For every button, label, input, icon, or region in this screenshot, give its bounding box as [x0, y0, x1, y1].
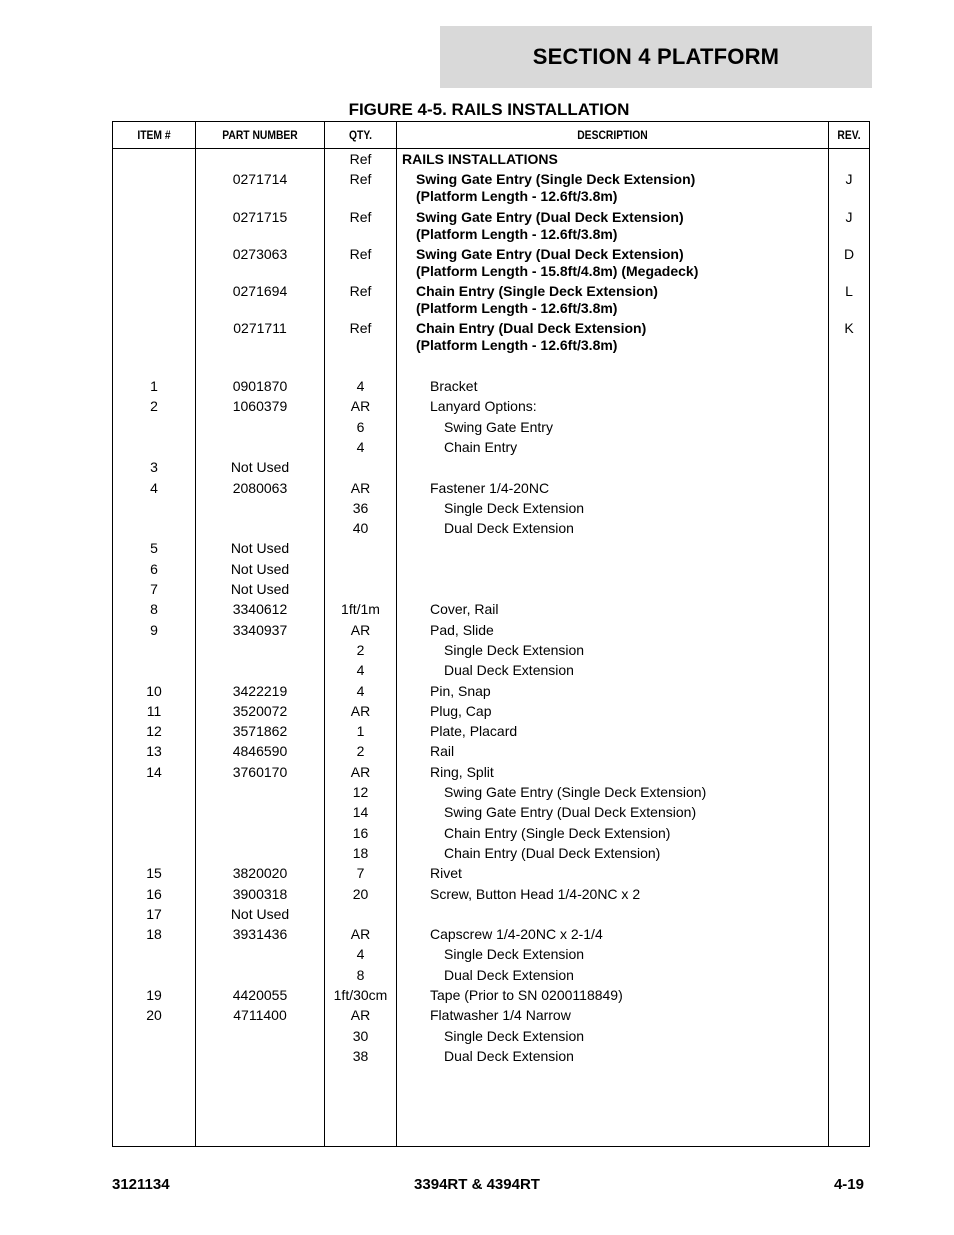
description: [402, 520, 869, 537]
description-line: Tape (Prior to SN 0200118849): [430, 986, 623, 1003]
description: [402, 865, 855, 882]
description-line: (Platform Length - 12.6ft/3.8m): [416, 188, 618, 205]
description: [402, 1007, 855, 1024]
quantity: 1: [356, 723, 365, 740]
footer-doc-number: 3121134: [112, 1176, 170, 1193]
item-number: 14: [146, 763, 162, 780]
item-number: 18: [146, 926, 162, 943]
table-row: [113, 581, 871, 601]
table-row: [113, 520, 871, 540]
description-line: Chain Entry (Dual Deck Extension): [416, 320, 647, 337]
table-row: [113, 662, 871, 682]
table-row: [113, 743, 871, 763]
description: [402, 378, 855, 395]
description: [402, 926, 855, 943]
description: [402, 601, 855, 618]
header-part-number: PART NUMBER: [222, 128, 298, 142]
quantity: 4: [356, 946, 365, 963]
figure-title: FIGURE 4-5. RAILS INSTALLATION: [348, 100, 630, 119]
quantity: 7: [356, 865, 365, 882]
quantity: 36: [352, 499, 369, 516]
description-line: Ring, Split: [430, 763, 494, 780]
part-number: 0271715: [232, 208, 288, 225]
description: [402, 320, 841, 354]
description-line: Plate, Placard: [430, 723, 518, 740]
table-row: [113, 320, 871, 357]
table-row: [113, 825, 871, 845]
table-row: [113, 1048, 871, 1068]
description-line: Swing Gate Entry (Dual Deck Extension): [416, 245, 684, 262]
table-row: [113, 500, 871, 520]
description: [402, 784, 869, 801]
table-row: [113, 246, 871, 283]
quantity: AR: [350, 621, 371, 638]
quantity: 16: [352, 824, 369, 841]
quantity: 4: [356, 378, 365, 395]
description: [402, 723, 855, 740]
quantity: 1ft/1m: [341, 601, 380, 618]
description-line: Chain Entry (Single Deck Extension): [416, 283, 658, 300]
table-row: [113, 439, 871, 459]
table-row: [113, 622, 871, 642]
description: [402, 1028, 869, 1045]
quantity: 6: [356, 418, 365, 435]
description: [402, 886, 855, 903]
table-row: [113, 419, 871, 439]
description: [402, 419, 869, 436]
description: [402, 642, 869, 659]
description-line: Swing Gate Entry (Dual Deck Extension): [416, 208, 684, 225]
quantity: AR: [350, 479, 371, 496]
description-line: Pad, Slide: [430, 621, 494, 638]
part-number: 2080063: [232, 479, 288, 496]
description-line: Single Deck Extension: [444, 946, 585, 963]
quantity: 20: [352, 885, 369, 902]
part-number: 4420055: [232, 986, 288, 1003]
revision: J: [845, 208, 853, 225]
table-row: [113, 358, 871, 378]
revision: D: [843, 245, 855, 262]
table-row: [113, 480, 871, 500]
description-line: Dual Deck Extension: [444, 520, 574, 537]
part-number: 3340612: [232, 601, 288, 618]
description-line: Swing Gate Entry: [444, 418, 553, 435]
quantity: AR: [350, 1007, 371, 1024]
part-number: 3340937: [232, 621, 288, 638]
description: [402, 764, 855, 781]
table-row: [113, 967, 871, 987]
item-number: 3: [150, 459, 158, 476]
description-line: Swing Gate Entry (Single Deck Extension): [444, 784, 707, 801]
description: [402, 209, 841, 243]
table-row: [113, 601, 871, 621]
table-row: [113, 398, 871, 418]
quantity: 4: [356, 662, 365, 679]
description: [402, 662, 869, 679]
description: [402, 171, 841, 205]
description-line: RAILS INSTALLATIONS: [402, 151, 558, 167]
description-line: Dual Deck Extension: [444, 1047, 574, 1064]
table-row: [113, 865, 871, 885]
description-line: Fastener 1/4-20NC: [430, 479, 550, 496]
item-number: 1: [150, 378, 158, 395]
description: [402, 743, 855, 760]
part-number: 0271711: [233, 320, 287, 337]
part-number: 3422219: [232, 682, 288, 699]
item-number: 12: [146, 723, 162, 740]
item-number: 8: [150, 601, 158, 618]
parts-table: [112, 121, 870, 1147]
part-number: Not Used: [230, 581, 290, 598]
table-row: [113, 1007, 871, 1027]
table-row: [113, 804, 871, 824]
header-divider: [113, 148, 869, 149]
part-number: 1060379: [232, 398, 288, 415]
revision: J: [845, 171, 853, 188]
quantity: 2: [356, 743, 365, 760]
part-number: 3820020: [232, 865, 288, 882]
description: [402, 151, 827, 168]
revision: L: [845, 283, 853, 300]
table-row: [113, 561, 871, 581]
quantity: AR: [350, 702, 371, 719]
part-number: 3900318: [232, 885, 288, 902]
item-number: 16: [146, 885, 162, 902]
table-row: [113, 171, 871, 208]
header-item: ITEM #: [137, 128, 171, 142]
table-row: [113, 378, 871, 398]
quantity: Ref: [349, 208, 372, 225]
description: [402, 987, 855, 1004]
quantity: 2: [356, 641, 365, 658]
quantity: 1ft/30cm: [333, 986, 388, 1003]
item-number: 11: [146, 702, 162, 719]
part-number: 3571862: [232, 723, 288, 740]
table-row: [113, 926, 871, 946]
item-number: 2: [150, 398, 158, 415]
description-line: Bracket: [430, 378, 478, 395]
description-line: Rail: [430, 743, 455, 760]
description-line: Screw, Button Head 1/4-20NC x 2: [430, 885, 641, 902]
section-header: [440, 26, 872, 88]
description: [402, 439, 869, 456]
table-row: [113, 683, 871, 703]
footer-page-number: 4-19: [833, 1176, 864, 1193]
description-line: Swing Gate Entry (Dual Deck Extension): [444, 804, 697, 821]
table-row: [113, 906, 871, 926]
description: [402, 500, 869, 517]
description: [402, 946, 869, 963]
quantity: Ref: [349, 171, 372, 188]
description: [402, 246, 841, 280]
description: [402, 1048, 869, 1065]
table-row: [113, 784, 871, 804]
quantity: 38: [352, 1047, 369, 1064]
table-body: [113, 151, 871, 1068]
part-number: 0271694: [232, 283, 288, 300]
table-row: [113, 946, 871, 966]
quantity: 30: [352, 1027, 369, 1044]
table-row: [113, 987, 871, 1007]
description-line: (Platform Length - 12.6ft/3.8m): [416, 337, 618, 354]
quantity: 4: [356, 438, 365, 455]
item-number: 15: [146, 865, 162, 882]
description: [402, 683, 855, 700]
description-line: Flatwasher 1/4 Narrow: [430, 1007, 571, 1024]
item-number: 20: [146, 1007, 162, 1024]
quantity: 14: [352, 804, 369, 821]
part-number: 0273063: [232, 245, 288, 262]
quantity: 18: [352, 844, 369, 861]
description: [402, 967, 869, 984]
description: [402, 283, 841, 317]
part-number: 4711400: [233, 1007, 287, 1024]
footer-model: 3394RT & 4394RT: [414, 1176, 540, 1193]
item-number: 19: [146, 986, 162, 1003]
description: [402, 622, 855, 639]
revision: K: [844, 320, 854, 337]
item-number: 4: [150, 479, 158, 496]
part-number: 0271714: [232, 171, 288, 188]
part-number: 3520072: [232, 702, 288, 719]
description-line: Pin, Snap: [430, 682, 491, 699]
description-line: (Platform Length - 12.6ft/3.8m): [416, 225, 618, 242]
item-number: 10: [146, 682, 162, 699]
description: [402, 398, 855, 415]
header-qty: QTY.: [349, 128, 372, 142]
description-line: Capscrew 1/4-20NC x 2-1/4: [430, 926, 603, 943]
description-line: Plug, Cap: [430, 702, 492, 719]
table-row: [113, 283, 871, 320]
quantity: 12: [352, 784, 369, 801]
table-row: [113, 764, 871, 784]
part-number: 0901870: [232, 378, 288, 395]
description-line: Chain Entry: [444, 438, 518, 455]
table-row: [113, 723, 871, 743]
quantity: AR: [350, 926, 371, 943]
description-line: Dual Deck Extension: [444, 662, 574, 679]
description-line: Lanyard Options:: [430, 398, 537, 415]
description-line: Single Deck Extension: [444, 641, 585, 658]
item-number: 9: [150, 621, 158, 638]
quantity: Ref: [349, 320, 372, 337]
item-number: 13: [146, 743, 162, 760]
item-number: 6: [150, 560, 158, 577]
description: [402, 845, 869, 862]
quantity: 8: [356, 966, 365, 983]
part-number: Not Used: [230, 905, 290, 922]
part-number: 3931436: [232, 926, 288, 943]
table-row: [113, 209, 871, 246]
quantity: 40: [352, 520, 369, 537]
description: [402, 480, 855, 497]
table-row: [113, 1028, 871, 1048]
description-line: Chain Entry (Single Deck Extension): [444, 824, 671, 841]
header-rev: REV.: [837, 128, 861, 142]
table-row: [113, 151, 871, 171]
part-number: 4846590: [232, 743, 288, 760]
quantity: Ref: [349, 283, 372, 300]
description: [402, 703, 855, 720]
description-line: (Platform Length - 12.6ft/3.8m): [416, 300, 618, 317]
table-row: [113, 459, 871, 479]
quantity: 4: [356, 682, 365, 699]
description-line: Single Deck Extension: [444, 499, 585, 516]
item-number: 5: [150, 540, 158, 557]
description-line: Rivet: [430, 865, 462, 882]
section-title: SECTION 4 PLATFORM: [532, 44, 780, 69]
description-line: Cover, Rail: [430, 601, 499, 618]
table-row: [113, 845, 871, 865]
header-description: DESCRIPTION: [577, 128, 648, 142]
description-line: Chain Entry (Dual Deck Extension): [444, 844, 661, 861]
table-row: [113, 540, 871, 560]
quantity: Ref: [349, 151, 372, 167]
description-line: (Platform Length - 15.8ft/4.8m) (Megadeck): [416, 262, 699, 279]
item-number: 7: [150, 581, 158, 598]
description: [402, 804, 869, 821]
part-number: Not Used: [230, 459, 290, 476]
quantity: AR: [350, 763, 371, 780]
description: [402, 825, 869, 842]
description-line: Swing Gate Entry (Single Deck Extension): [416, 171, 696, 188]
quantity: Ref: [349, 245, 372, 262]
description-line: Single Deck Extension: [444, 1027, 585, 1044]
part-number: 3760170: [232, 763, 288, 780]
table-row: [113, 886, 871, 906]
item-number: 17: [146, 905, 162, 922]
description-line: Dual Deck Extension: [444, 966, 574, 983]
table-row: [113, 703, 871, 723]
part-number: Not Used: [230, 540, 290, 557]
part-number: Not Used: [230, 560, 290, 577]
quantity: AR: [350, 398, 371, 415]
table-row: [113, 642, 871, 662]
